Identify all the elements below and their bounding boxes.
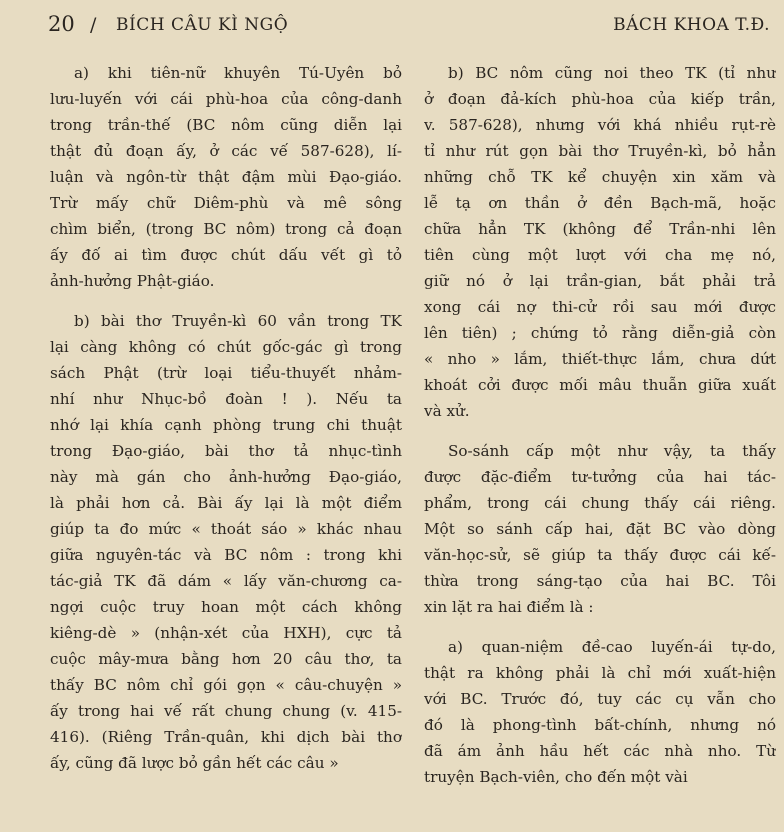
text-line: ngợi cuộc truy hoan một cách không <box>50 598 402 616</box>
text-line: cuộc mây-mưa bằng hơn 20 câu thơ, ta <box>50 650 402 668</box>
text-line: lễ tạ ơn thần ở đền Bạch-mã, hoặc <box>424 194 776 212</box>
text-line: b) BC nôm cũng noi theo TK (tỉ như <box>448 64 776 82</box>
text-line: và xử. <box>424 402 470 420</box>
paragraph-left-1 <box>50 60 402 294</box>
text-line: những chỗ TK kể chuyện xin xăm và <box>424 168 776 186</box>
journal-name: BÁCH KHOA T.Đ. <box>613 15 770 35</box>
paragraph-left-2 <box>50 308 402 776</box>
text-line: giữa nguyên-tác và BC nôm : trong khi <box>50 546 402 564</box>
text-line: Trừ mấy chữ Diêm-phù và mê sông <box>50 194 402 212</box>
text-line: thấy BC nôm chỉ gói gọn « câu-chuyện » <box>50 676 402 694</box>
text-line: b) bài thơ Truyền-kì 60 vần trong TK <box>74 312 402 330</box>
text-line: trong trần-thế (BC nôm cũng diễn lại <box>50 116 402 134</box>
text-line: được đặc-điểm tư-tưởng của hai tác- <box>424 468 776 486</box>
text-line: khoát cởi được mối mâu thuẫn giữa xuất <box>424 376 776 394</box>
text-line: lên tiên) ; chứng tỏ rằng diễn-giả còn <box>424 324 776 342</box>
text-line: tác-giả TK đã dám « lấy văn-chương ca- <box>50 572 402 590</box>
text-line: này mà gán cho ảnh-hưởng Đạo-giáo, <box>50 468 402 486</box>
text-line: với BC. Trước đó, tuy các cụ vẫn cho <box>424 690 776 708</box>
text-line: ấy, cũng đã lược bỏ gần hết các câu » <box>50 754 339 772</box>
text-line: chìm biển, (trong BC nôm) trong cả đoạn <box>50 220 402 238</box>
page-header <box>0 10 784 44</box>
text-line: a) quan-niệm đề-cao luyến-ái tự-do, <box>448 638 776 656</box>
header-separator: / <box>90 14 97 36</box>
text-line: lại càng không có chút gốc-gác gì trong <box>50 338 402 356</box>
text-line: luận và ngôn-từ thật đậm mùi Đạo-giáo. <box>50 168 402 186</box>
text-line: nhớ lại khía cạnh phòng trung chi thuật <box>50 416 402 434</box>
text-line: thật đủ đoạn ấy, ở các vế 587-628), lí- <box>50 142 402 160</box>
text-line: ấy đố ai tìm được chút dấu vết gì tỏ <box>50 246 402 264</box>
text-line: nhí như Nhục-bồ đoàn ! ). Nếu ta <box>50 390 402 408</box>
text-line: giữ nó ở lại trần-gian, bắt phải trả <box>424 272 776 290</box>
paragraph-right-3 <box>424 634 776 790</box>
running-title: BÍCH CÂU KÌ NGỘ <box>116 15 289 35</box>
text-line: phẩm, trong cái chung thấy cái riêng. <box>424 494 776 512</box>
page-number: 20 <box>48 12 75 36</box>
text-line: chữa hẳn TK (không để Trần-nhi lên <box>424 220 776 238</box>
text-line: xong cái nợ thi-cử rồi sau mới được <box>424 298 776 316</box>
text-line: thừa trong sáng-tạo của hai BC. Tôi <box>424 572 776 590</box>
text-line: 416). (Riêng Trần-quân, khi dịch bài thơ <box>50 728 402 746</box>
paragraph-right-2 <box>424 438 776 620</box>
text-line: a) khi tiên-nữ khuyên Tú-Uyên bỏ <box>74 64 402 82</box>
text-line: tỉ như rút gọn bài thơ Truyền-kì, bỏ hẳn <box>424 142 776 160</box>
paragraph-right-1 <box>424 60 776 424</box>
text-line: là phải hơn cả. Bài ấy lại là một điểm <box>50 494 402 512</box>
left-column <box>50 60 402 790</box>
text-line: ấy trong hai vế rất chung chung (v. 415- <box>50 702 402 720</box>
text-line: Một so sánh cấp hai, đặt BC vào dòng <box>424 520 776 538</box>
text-line: văn-học-sử, sẽ giúp ta thấy được cái kế- <box>424 546 776 564</box>
text-line: lưu-luyến với cái phù-hoa của công-danh <box>50 90 402 108</box>
text-line: đã ám ảnh hầu hết các nhà nho. Từ <box>424 742 776 760</box>
text-line: thật ra không phải là chỉ mới xuất-hiện <box>424 664 776 682</box>
text-line: ở đoạn đả-kích phù-hoa của kiếp trần, <box>424 90 776 108</box>
right-column <box>424 60 776 804</box>
text-line: ảnh-hưởng Phật-giáo. <box>50 272 215 290</box>
text-line: giúp ta đo mức « thoát sáo » khác nhau <box>50 520 402 538</box>
text-line: tiên cùng một lượt với cha mẹ nó, <box>424 246 776 264</box>
text-line: truyện Bạch-viên, cho đến một vài <box>424 768 688 786</box>
text-line: kiêng-dè » (nhận-xét của HXH), cực tả <box>50 624 402 642</box>
text-line: v. 587-628), nhưng với khá nhiều rụt-rè <box>424 116 776 134</box>
text-line: « nho » lắm, thiết-thực lắm, chưa dứt <box>424 350 776 368</box>
text-line: sách Phật (trừ loại tiểu-thuyết nhảm- <box>50 364 402 382</box>
text-line: trong Đạo-giáo, bài thơ tả nhục-tình <box>50 442 402 460</box>
text-line: So-sánh cấp một như vậy, ta thấy <box>448 442 776 460</box>
text-line: đó là phong-tình bất-chính, nhưng nó <box>424 716 776 734</box>
text-line: xin lặt ra hai điểm là : <box>424 598 594 616</box>
